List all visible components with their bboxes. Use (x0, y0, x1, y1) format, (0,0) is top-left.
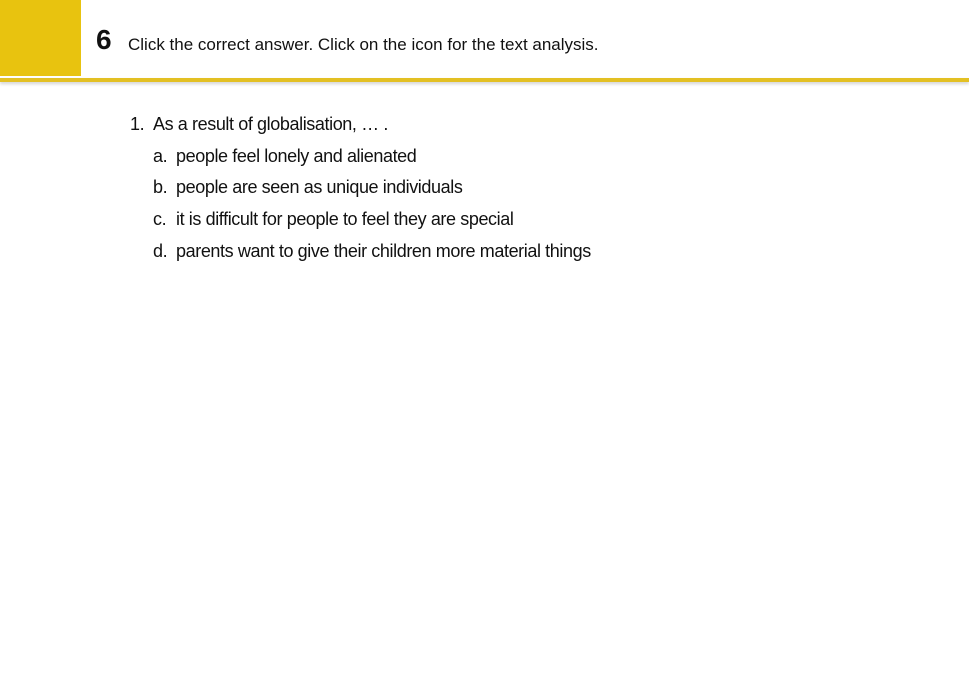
answer-option-d[interactable] (130, 239, 591, 271)
option-text: it is difficult for people to feel they are special (176, 209, 514, 230)
question-1 (130, 112, 591, 270)
header-divider (0, 78, 969, 82)
option-text: parents want to give their children more material things (176, 240, 591, 261)
question-text: As a result of globalisation, … . (153, 114, 388, 134)
option-letter: d. (153, 240, 168, 261)
exercise-number: 6 (96, 24, 112, 55)
answer-option-c[interactable] (130, 207, 591, 239)
instruction-text: Click the correct answer. Click on the icon for the text analysis. (128, 35, 599, 54)
header (0, 0, 969, 78)
option-letter: b. (153, 177, 168, 198)
option-text: people are seen as unique individuals (176, 177, 463, 198)
answer-options (130, 144, 591, 271)
answer-option-a[interactable] (130, 144, 591, 176)
question-prompt (130, 112, 591, 144)
option-letter: a. (153, 145, 168, 166)
answer-option-b[interactable] (130, 175, 591, 207)
accent-block (0, 0, 81, 76)
option-text: people feel lonely and alienated (176, 145, 417, 166)
question-number: 1. (130, 114, 145, 134)
option-letter: c. (153, 209, 167, 230)
